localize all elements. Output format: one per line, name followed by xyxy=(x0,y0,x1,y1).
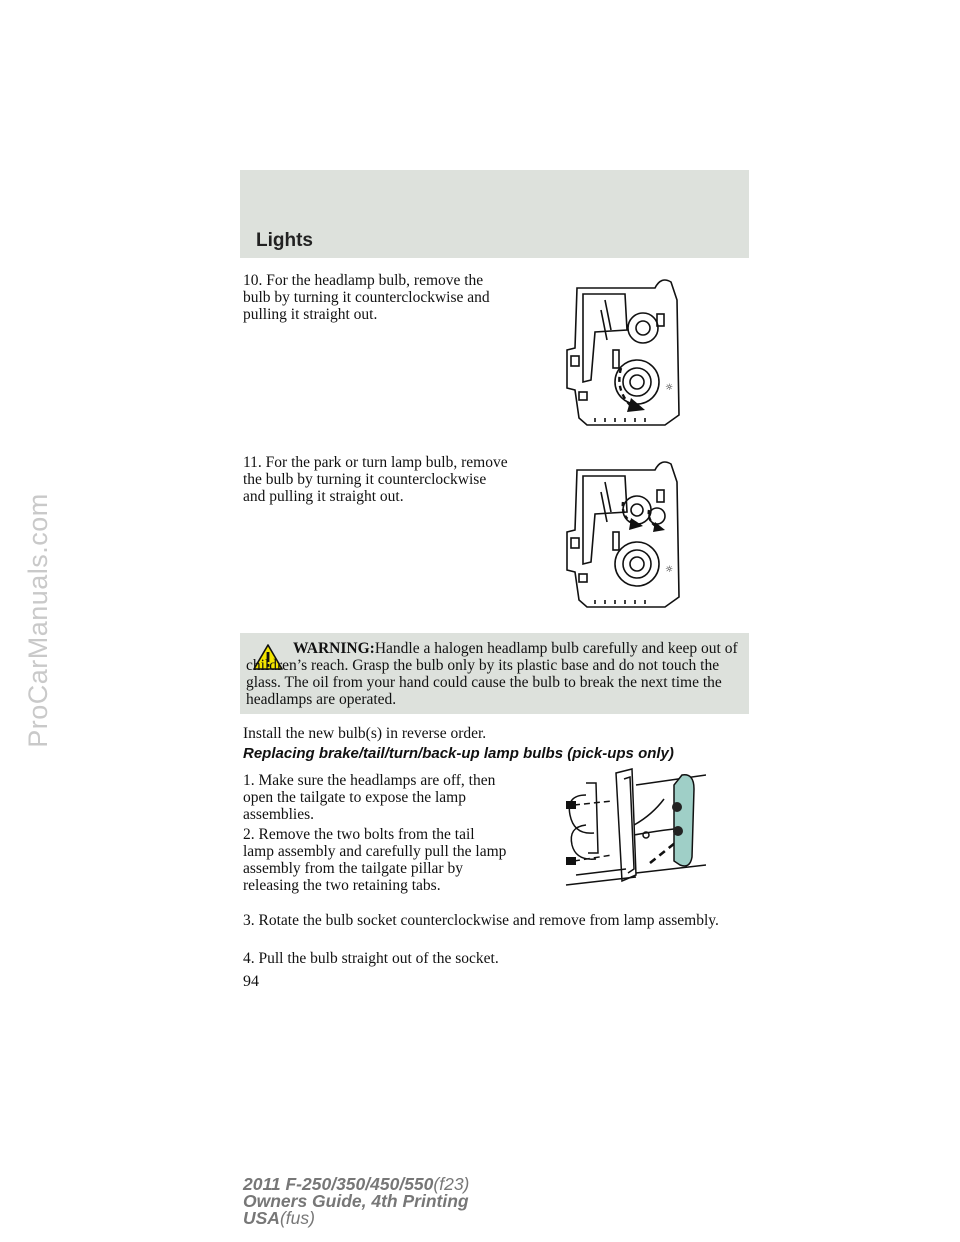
park-turn-bulb-removal-figure xyxy=(565,452,685,617)
page-number: 94 xyxy=(243,973,259,990)
install-instruction: Install the new bulb(s) in reverse order. xyxy=(243,725,487,742)
step-11-text: 11. For the park or turn lamp bulb, remove the bulb by turning it counterclockwise and pulling it straight out. xyxy=(243,454,508,505)
watermark-text: ProCarManuals.com xyxy=(22,492,53,748)
watermark xyxy=(8,320,68,920)
warning-text xyxy=(246,640,743,708)
section-title: Lights xyxy=(256,230,313,251)
svg-text:☼: ☼ xyxy=(665,383,674,393)
brake-step-1-text: 1. Make sure the headlamps are off, then open the tailgate to expose the lamp assemblies. xyxy=(243,772,496,823)
svg-text:☼: ☼ xyxy=(665,565,674,575)
footer-model: 2011 F-250/350/450/550 xyxy=(243,1174,434,1194)
footer-model-code: (f23) xyxy=(433,1174,470,1194)
step-10-text: 10. For the headlamp bulb, remove the bulb by turning it counterclockwise and pulling it straight out. xyxy=(243,272,490,323)
footer xyxy=(243,1176,469,1227)
section-header xyxy=(240,170,749,258)
footer-line-3 xyxy=(243,1210,469,1227)
tail-lamp-removal-figure xyxy=(556,765,706,890)
brake-step-2-text: 2. Remove the two bolts from the tail lamp assembly and carefully pull the lamp assembly from the tailgate pillar by releasing the two retaining tabs. xyxy=(243,826,507,894)
brake-step-3-text: 3. Rotate the bulb socket counterclockwise and remove from lamp assembly. xyxy=(243,912,719,929)
headlamp-bulb-removal-figure xyxy=(565,270,685,435)
subheading: Replacing brake/tail/turn/back-up lamp bulbs (pick-ups only) xyxy=(243,745,674,762)
footer-market-code: (fus) xyxy=(279,1208,315,1228)
warning-body: Handle a halogen headlamp bulb carefully and keep out of children’s reach. Grasp the bulb only by its plastic base and do not touch the glass. The oil from your hand could cause the bulb to break the next time the headlamps are operated. xyxy=(246,640,738,708)
brake-step-4-text: 4. Pull the bulb straight out of the socket. xyxy=(243,950,499,967)
warning-box xyxy=(240,633,749,714)
footer-market: USA xyxy=(243,1208,280,1228)
footer-guide: Owners Guide, 4th Printing xyxy=(243,1191,469,1211)
warning-label: WARNING: xyxy=(293,640,375,657)
